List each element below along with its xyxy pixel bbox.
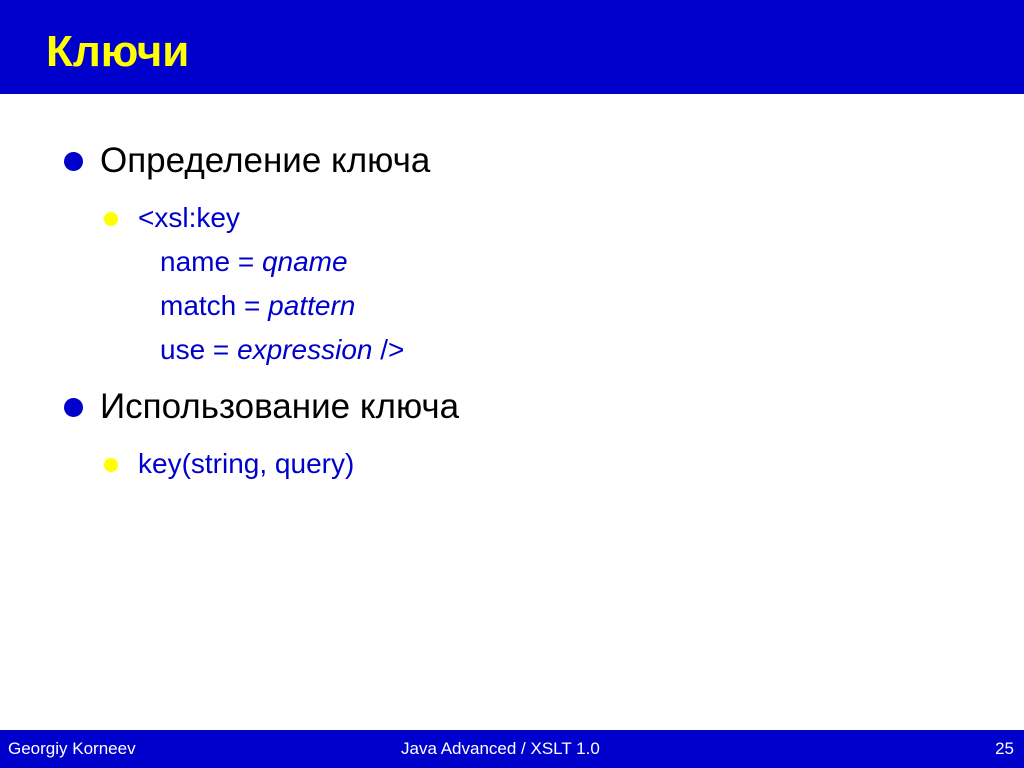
bullet-dot-icon: [64, 152, 83, 171]
bullet-dot-icon: [64, 398, 83, 417]
slide-header: [0, 0, 1024, 94]
code-line: [138, 240, 404, 284]
footer-author: Georgiy Korneev: [8, 739, 136, 758]
footer-course: Java Advanced / XSLT 1.0: [401, 739, 600, 758]
code-placeholder: pattern: [268, 290, 356, 321]
code-text: name =: [160, 246, 262, 277]
code-placeholder: expression: [237, 334, 373, 365]
slide-title: Ключи: [46, 27, 190, 76]
code-line: [138, 328, 404, 372]
code-text: match =: [160, 290, 269, 321]
code-line: [138, 284, 404, 328]
sub-bullet-dot-icon: [104, 212, 118, 226]
key-function-text: key(string, query): [138, 448, 355, 479]
xsl-key-syntax-block: [138, 196, 404, 372]
code-text: use =: [160, 334, 238, 365]
code-text: />: [372, 334, 405, 365]
bullet-item-key-definition: Определение ключа: [100, 141, 431, 180]
footer-page-number: 25: [995, 739, 1014, 758]
code-placeholder: qname: [261, 246, 348, 277]
bullet-item-key-usage: Использование ключа: [100, 387, 460, 426]
sub-bullet-dot-icon: [104, 458, 118, 472]
code-text: <xsl:key: [138, 202, 240, 233]
slide-footer: [0, 730, 1024, 768]
code-line: [138, 196, 404, 240]
